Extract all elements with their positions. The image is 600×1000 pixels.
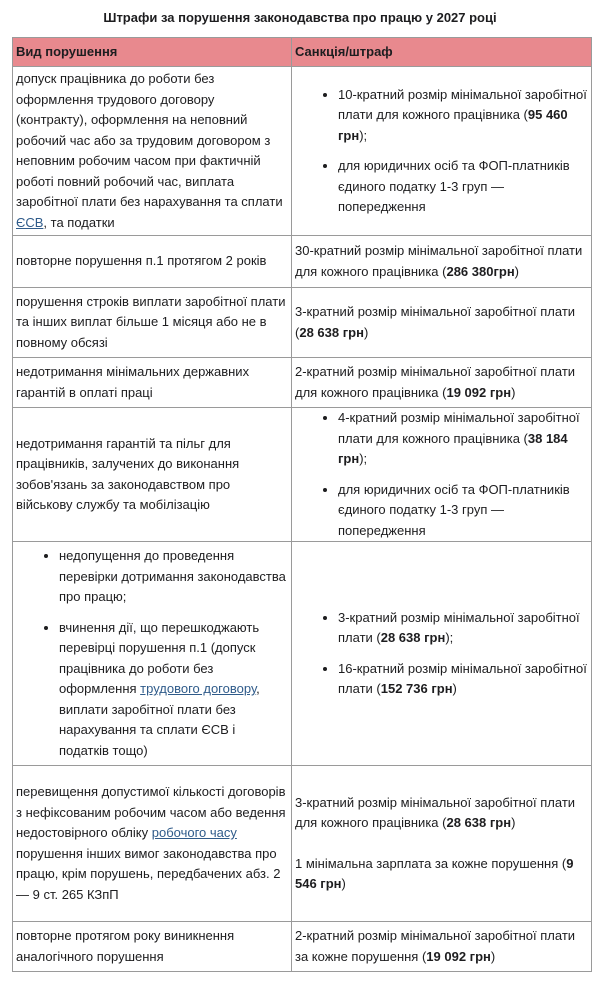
table-row (13, 236, 592, 288)
sanction-cell (292, 408, 592, 542)
violation-text: порушення інших вимог законодавства про працю, крім порушень, передбачених абз. 2 — 9 ст. 265 КЗпП (16, 845, 281, 902)
violation-cell: перевищення допустимої кількості договорів з нефіксованим робочим часом або ведення недостовірного обліку робочого часу порушення інших вимог законодавства про працю, крім порушень, передбачених абз. 2 — 9 ст. 265 КЗпП (13, 766, 292, 922)
violation-item: • вчинення дії, що перешкоджають перевірці порушення п.1 (допуск працівника до роботи без оформлення трудового договору, виплати заробітної плати без нарахування та сплати ЄСВ і податків тощо) (59, 618, 287, 762)
table-row (13, 67, 592, 236)
sanction-cell (292, 67, 592, 236)
sanction-item: • 16-кратний розмір мінімальної заробітної плати (152 736 грн) (338, 659, 587, 700)
table-row (13, 408, 592, 542)
page-title: Штрафи за порушення законодавства про працю у 2027 році (103, 10, 497, 25)
table-row (13, 288, 592, 358)
esv-link[interactable]: ЄСВ (16, 214, 44, 230)
sanction-cell: 30-кратний розмір мінімальної заробітної плати для кожного працівника (286 380грн) (292, 236, 592, 288)
violation-text: допуск працівника до роботи без оформлення трудового договору (контракту), оформлення на неповний робочий час або за трудовим договором з неповним робочим часом при фактичній роботі повний робочий час, виплата заробітної плати без нарахування та сплати (16, 71, 283, 209)
sanction-cell: 2-кратний розмір мінімальної заробітної плати для кожного працівника (19 092 грн) (292, 358, 592, 408)
violation-cell: недотримання гарантій та пільг для працівників, залучених до виконання зобов'язань за законодавством про військову службу та мобілізацію (13, 408, 292, 542)
violation-cell: повторне протягом року виникнення аналогічного порушення (13, 922, 292, 972)
sanction-cell: 3-кратний розмір мінімальної заробітної плати (28 638 грн) (292, 288, 592, 358)
sanction-cell: 3-кратний розмір мінімальної заробітної плати для кожного працівника (28 638 грн) 1 мінімальна зарплата за кожне порушення (9 546 грн) (292, 766, 592, 922)
employment-contract-link[interactable]: трудового договору (140, 681, 257, 696)
table-row (13, 766, 592, 922)
violation-cell (13, 542, 292, 766)
table-row (13, 922, 592, 972)
sanction-cell (292, 542, 592, 766)
violation-cell: повторне порушення п.1 протягом 2 років (13, 236, 292, 288)
violation-cell: недотримання мінімальних державних гарантій в оплаті праці (13, 358, 292, 408)
sanction-item: • для юридичних осіб та ФОП-платників єдиного податку 1-3 груп — попередження (338, 156, 587, 218)
table-header-row (13, 38, 592, 67)
violation-item: • недопущення до проведення перевірки дотримання законодавства про працю; (59, 546, 287, 608)
violation-cell: порушення строків виплати заробітної плати та інших виплат більше 1 місяця або не в повному обсязі (13, 288, 292, 358)
sanction-item: • 3-кратний розмір мінімальної заробітної плати (28 638 грн); (338, 608, 587, 649)
violation-text: , та податки (43, 214, 115, 230)
table-row (13, 358, 592, 408)
sanction-item: • 10-кратний розмір мінімальної заробітної плати для кожного працівника (95 460 грн); (338, 85, 587, 147)
table-row (13, 542, 592, 766)
fines-table (12, 37, 592, 972)
sanction-cell: 2-кратний розмір мінімальної заробітної плати за кожне порушення (19 092 грн) (292, 922, 592, 972)
column-header-violation: Вид порушення (13, 38, 292, 67)
working-time-link[interactable]: робочого часу (151, 825, 237, 840)
column-header-sanction: Санкція/штраф (292, 38, 592, 67)
sanction-item: • для юридичних осіб та ФОП-платників єдиного податку 1-3 груп — попередження (338, 480, 587, 542)
sanction-item: • 4-кратний розмір мінімальної заробітної плати для кожного працівника (38 184 грн); (338, 408, 587, 470)
violation-cell (13, 67, 292, 236)
